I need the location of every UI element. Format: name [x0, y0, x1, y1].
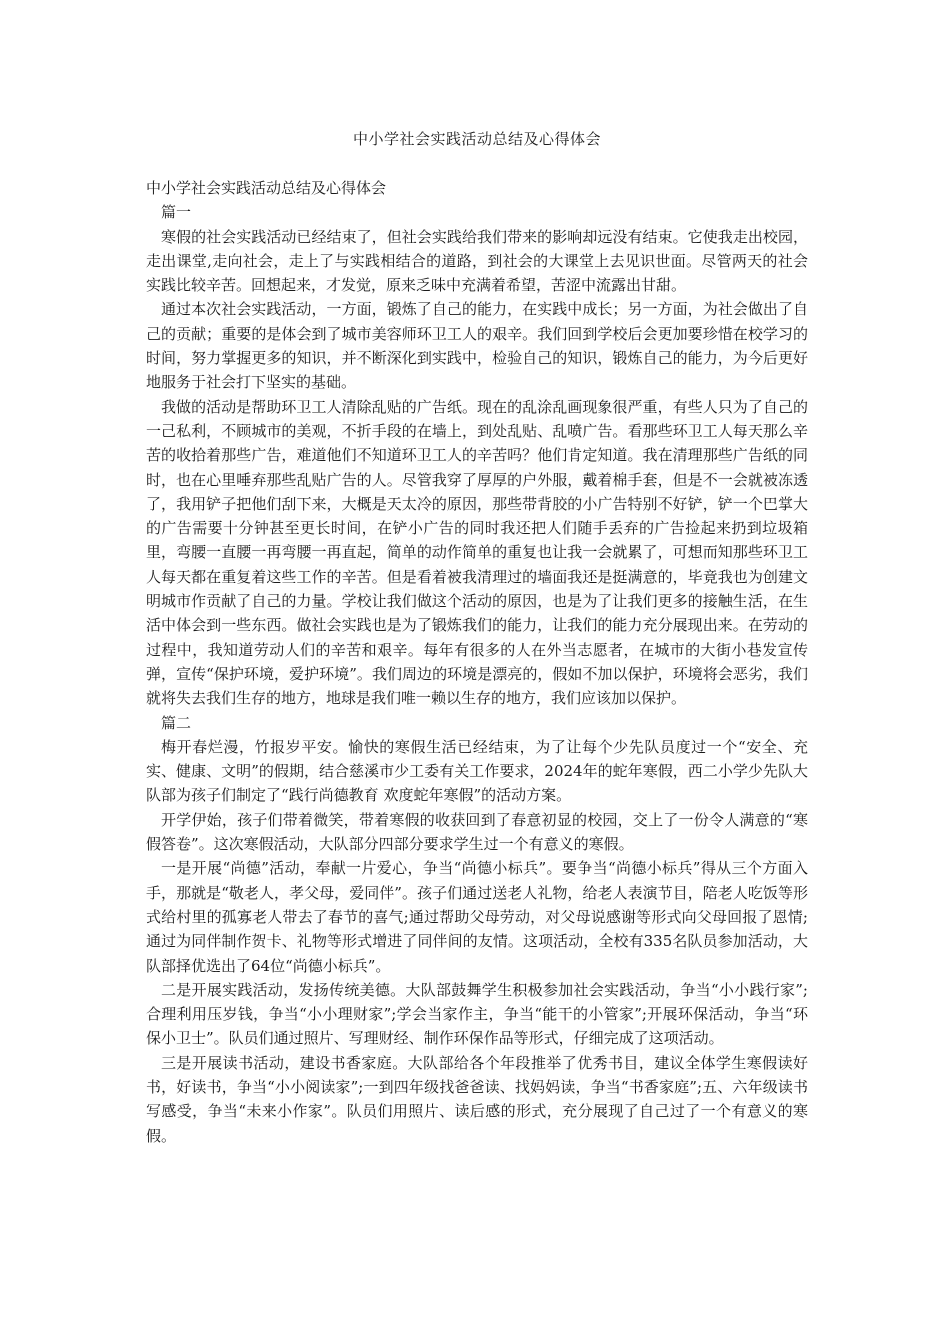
- paragraph: 通过本次社会实践活动，一方面，锻炼了自己的能力，在实践中成长；另一方面，为社会做出了自己的贡献；重要的是体会到了城市美容师环卫工人的艰辛。我们回到学校后会更加要珍惜在校学习的时间，努力掌握更多的知识，并不断深化到实践中，检验自己的知识，锻炼自己的能力，为今后更好地服务于社会打下坚实的基础。: [146, 300, 808, 392]
- section-heading-1: 篇一: [161, 203, 192, 222]
- paragraph: 我做的活动是帮助环卫工人清除乱贴的广告纸。现在的乱涂乱画现象很严重，有些人只为了自己的一己私利，不顾城市的美观，不折手段的在墙上，到处乱贴、乱喷广告。看那些环卫工人每天那么辛苦的收拾着那些广告，难道他们不知道环卫工人的辛苦吗？他们肯定知道。我在清理那些广告纸的同时，也在心里唾弃那些乱贴广告的人。尽管我穿了厚厚的户外服，戴着棉手套，但是不一会就被冻透了，我用铲子把他们刮下来，大概是天太冷的原因，那些带背胶的小广告特别不好铲，铲一个巴掌大的广告需要十分钟甚至更长时间，在铲小广告的同时我还把人们随手丢弃的广告捡起来扔到垃圾箱里，弯腰一直腰一再弯腰一再直起，简单的动作简单的重复也让我一会就累了，可想而知那些环卫工人每天都在重复着这些工作的辛苦。但是看着被我清理过的墙面我还是挺满意的，毕竟我也为创建文明城市作贡献了自己的力量。学校让我们做这个活动的原因，也是为了让我们更多的接触生活，在生活中体会到一些东西。做社会实践也是为了锻炼我们的能力，让我们的能力充分展现出来。在劳动的过程中，我知道劳动人们的辛苦和艰辛。每年有很多的人在外当志愿者，在城市的大街小巷发宣传弹，宣传“保护环境，爱护环境”。我们周边的环境是漂亮的，假如不加以保护，环境将会恶劣，我们就将失去我们生存的地方，地球是我们唯一赖以生存的地方，我们应该加以保护。: [146, 397, 808, 708]
- document-subtitle: 中小学社会实践活动总结及心得体会: [146, 179, 387, 197]
- paragraph: 二是开展实践活动，发扬传统美德。大队部鼓舞学生积极参加社会实践活动，争当“小小践行家”;合理利用压岁钱，争当“小小理财家”;学会当家作主，争当“能干的小管家”;开展环保活动，争当“环保小卫士”。队员们通过照片、写理财经、制作环保作品等形式，仔细完成了这项活动。: [146, 980, 808, 1048]
- paragraph: 寒假的社会实践活动已经结束了，但社会实践给我们带来的影响却远没有结束。它使我走出校园，走出课堂,走向社会，走上了与实践相结合的道路，到社会的大课堂上去见识世面。尽管两天的社会实践比较辛苦。回想起来，才发觉，原来乏味中充满着希望，苦涩中流露出甘甜。: [146, 227, 808, 295]
- paragraph: 三是开展读书活动，建设书香家庭。大队部给各个年段推举了优秀书目，建议全体学生寒假读好书，好读书，争当“小小阅读家”;一到四年级找爸爸读、找妈妈读，争当“书香家庭”;五、六年级读书写感受，争当“未来小作家”。队员们用照片、读后感的形式，充分展现了自己过了一个有意义的寒假。: [146, 1053, 808, 1145]
- document-body: [146, 176, 808, 1148]
- paragraph: 梅开春烂漫，竹报岁平安。愉快的寒假生活已经结束，为了让每个少先队员度过一个“安全、充实、健康、文明”的假期，结合慈溪市少工委有关工作要求，2024年的蛇年寒假，西二小学少先队大队部为孩子们制定了“践行尚德教育 欢度蛇年寒假”的活动方案。: [146, 737, 808, 805]
- paragraph: 开学伊始，孩子们带着微笑，带着寒假的收获回到了春意初显的校园，交上了一份令人满意的“寒假答卷”。这次寒假活动，大队部分四部分要求学生过一个有意义的寒假。: [146, 810, 808, 854]
- document-title: 中小学社会实践活动总结及心得体会: [352, 130, 601, 148]
- section-heading-2: 篇二: [161, 713, 192, 732]
- paragraph: 一是开展“尚德”活动，奉献一片爱心，争当“尚德小标兵”。要争当“尚德小标兵”得从三个方面入手，那就是“敬老人，孝父母，爱同伴”。孩子们通过送老人礼物，给老人表演节目，陪老人吃饭等形式给村里的孤寡老人带去了春节的喜气;通过帮助父母劳动，对父母说感谢等形式向父母回报了恩情;通过为同伴制作贺卡、礼物等形式增进了同伴间的友情。这项活动，全校有335名队员参加活动，大队部择优选出了64位“尚德小标兵”。: [146, 859, 808, 975]
